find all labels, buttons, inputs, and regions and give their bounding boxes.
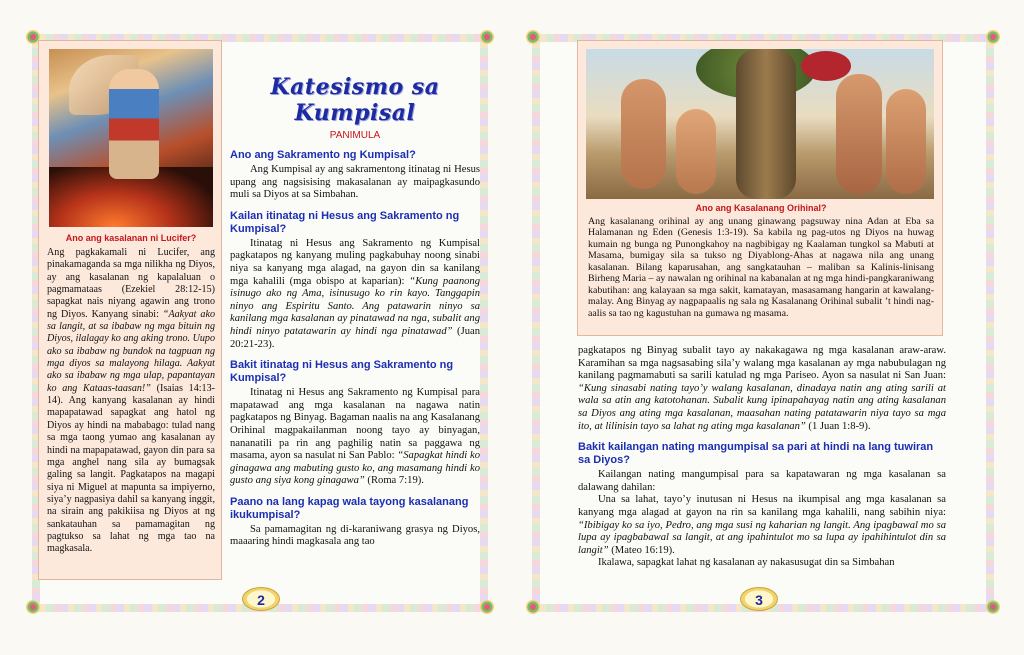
answer-paragraph xyxy=(230,238,480,351)
border-right xyxy=(480,34,488,612)
answer-paragraph: Sa pamamagitan ng di-karaniwang grasya ng Diyos, maaaring hindi magkasala ang tao xyxy=(230,523,480,548)
corner-flower-icon xyxy=(986,600,1000,614)
scripture-quote: “Sapagkat hindi ko ginagawa ang mabuting gusto ko, ang masamang hindi ko gusto ang siya kong ginagawa” xyxy=(230,450,480,487)
question-heading: Bakit kailangan nating mangumpisal sa pari at hindi na lang tuwiran sa Diyos? xyxy=(578,441,934,467)
adam-eve-painting xyxy=(586,49,934,199)
figure-eve xyxy=(676,109,716,194)
saint-michael-painting xyxy=(49,49,213,227)
sidebar-text-2: (Isaias 14:13-14). Ang kanyang kasalanan ay hindi mapapatawad sapagkat ang hatol ng Diyos ay hindi na mababago: tulad nang sa mga taong yumao ang kasalanan ay hindi na mapapatawad, gayon din para sa mga anghel nang sila ay bumagsak galing sa langit. Pagkatapos na magapi siya ni Miguel at mapunta sa impiyerno, siya’y nagpasiya dahil sa kanyang inggit, na sirain ang pakikiisa ng Diyos at ng sankatauhan sa pamamagitan ng pagtukso sa lahat ng mga tao na magkasala. xyxy=(47,382,216,555)
answer-paragraph xyxy=(578,494,946,557)
question-heading: Bakit itinatag ni Hesus ang Sakramento ng Kumpisal? xyxy=(230,359,454,385)
page-number: 3 xyxy=(740,587,778,611)
answer-paragraph: Ang Kumpisal ay ang sakramentong itinatag ni Hesus upang ang nagsisising makasalanan ay maipagkasundo muli sa Diyos at sa Simbahan. xyxy=(230,164,480,201)
figure-adam xyxy=(621,79,666,189)
archangel-figure xyxy=(109,69,159,179)
corner-flower-icon xyxy=(480,30,494,44)
section-subtitle: PANIMULA xyxy=(329,130,381,141)
answer-text: Itinatag ni Hesus ang Sakramento ng Kumpisal pagkatapos ng kanyang muling pagkabuhay noong sinabi niya sa kanyang mga alagad, na gayon din sa kanilang mga kahalili (mga obispo at kaparian): xyxy=(230,237,480,287)
page-title: Katesismo sa Kumpisal xyxy=(270,74,440,126)
border-right xyxy=(986,34,994,612)
question-heading: Ano ang Sakramento ng Kumpisal? xyxy=(230,149,416,161)
sidebar-caption: Ano ang kasalanan ni Lucifer? xyxy=(65,233,197,243)
corner-flower-icon xyxy=(986,30,1000,44)
answer-text: Una sa lahat, tayo’y inutusan ni Hesus na ikumpisal ang mga kasalanan sa kanyang mga alagad at gayon na rin sa kanilang mga kahalili, nang sabihin niya: xyxy=(578,494,946,518)
question-heading: Paano na lang kapag wala tayong kasalanang ikukumpisal? xyxy=(230,495,469,521)
question-heading: Kailan itinatag ni Hesus ang Sakramento ng Kumpisal? xyxy=(230,209,460,235)
box-body: Ang kasalanang orihinal ay ang unang ginawang pagsuway nina Adan at Eba sa Halamanan ng Eden (Genesis 1:3-19). Sa kabila ng pag-utos ng Diyos na huwag kumain ng bunga ng Punongkahoy na nagbibigay ng Kaalaman tungkol sa Mabuti at Masama, bumigay sila sa tukso ng Diyablong-Ahas at nagawa nila ang unang kasalanan. Bilang kaparusahan, ang sangkatauhan – maliban sa Kalinis-linisang Birheng Maria – ay nawalan ng orihinal na kabanalan at ng mga hindi-pangkaraniwang kabutihan: ang kalayaan sa mga sakit, kamatayan, masasamang hangarin at kawalang-malay. Ang Binyag ay nagpapaalis ng sala ng Kasalanang Orihinal subalit ’t hindi nag-aalis sa tao ng kagustuhan na gumawa ng masama. xyxy=(588,216,934,319)
scripture-reference: (1 Juan 1:8-9). xyxy=(805,420,871,432)
answer-paragraph: Kailangan nating mangumpisal para sa kapatawaran ng mga kasalanan sa dalawang dahilan: xyxy=(578,469,946,493)
sidebar-body xyxy=(47,247,215,556)
scripture-quote: “Kung paanong isinugo ako ng Ama, isinusugo ko rin kayo. Tanggapin ninyo ang Espiritu Santo. Ang patawarin ninyo sa kanilang mga kasalanan ay pinatawad na nga, subalit ang hindi ninyo patatawarin ay hindi nga pinatawad” xyxy=(230,275,481,337)
right-main-column xyxy=(578,345,946,570)
border-left xyxy=(532,34,540,612)
angel-figure xyxy=(801,51,851,81)
left-main-column xyxy=(230,52,480,549)
answer-text: pagkatapos ng Binyag subalit tayo ay nakakagawa ng mga kasalanan araw-araw. Karamihan sa mga nagsasabing sila’y walang mga kasalanan ay mga nabubulagan ng kanilang pagmamabuti sa sarili katulad ng mga Pariseo. Ayon sa nasulat ni San Juan: xyxy=(578,345,946,382)
box-caption: Ano ang Kasalanang Orihinal? xyxy=(695,203,827,213)
figure-expelled-adam xyxy=(836,74,882,194)
scripture-quote: “Kung sinasabi nating tayo’y walang kasalanan, dinadaya natin ang ating sarili at wala sa atin ang katotohanan. Subalit kung ipinapahayag natin ang ating kasalanan sa Diyos ang ating mga kasalanan, maasahan nating patatawarin niya tayo sa mga ito, at lilinisin tayo sa lahat ng ating mga kasalanan” xyxy=(578,382,946,432)
answer-text: Itinatag ni Hesus ang Sakramento ng Kumpisal para mapatawad ang mga kasalanan na nagawa natin pagkatapos ng Binyag. Bagaman naalis na ang Kasalanang Orihinal magpakailanman noong tayo ay binyagan, nananatili pa rin ang paghilig natin sa paggawa ng masama, ayon sa nasulat ni San Pablo: xyxy=(230,387,480,462)
original-sin-box xyxy=(577,40,943,336)
corner-flower-icon xyxy=(526,30,540,44)
corner-flower-icon xyxy=(480,600,494,614)
scripture-quote: “Ibibigay ko sa iyo, Pedro, ang mga susi ng kaharian ng langit. Ang ipagbawal mo sa lupa ay ipagbabawal sa langit, at ang ipahintulot mo sa lupa ay ipahihintulot din sa langit” xyxy=(578,519,946,556)
sidebar-quote: “Aakyat ako sa langit, at sa ibabaw ng mga bituin ng Diyos, ilalagay ko ang aking trono. Uupo ako sa ibabaw ng bundok na tagpuan ng mga diyos sa malayong hilaga. Aakyat ako sa ibabaw ng mga ulap, papantayan ko ang Kataas-taasan!” xyxy=(47,308,215,394)
answer-paragraph xyxy=(578,345,946,433)
corner-flower-icon xyxy=(526,600,540,614)
tree-trunk xyxy=(736,49,796,199)
scripture-reference: (Mateo 16:19). xyxy=(608,544,675,556)
answer-paragraph: Ikalawa, sapagkat lahat ng kasalanan ay nakasusugat din sa Simbahan xyxy=(598,557,895,569)
page-number: 2 xyxy=(242,587,280,611)
sidebar-text-1: Ang pagkakamali ni Lucifer, ang pinakamaganda sa mga nilikha ng Diyos, ay ang kasalanan ng kapalaluan o pagmamataas (Ezekiel 28:12-15) sapagkat nais niyang agawin ang trono ng Diyos. Kanyang sinabi: xyxy=(47,247,215,320)
answer-paragraph xyxy=(230,387,480,488)
figure-expelled-eve xyxy=(886,89,926,194)
scripture-reference: (Roma 7:19). xyxy=(364,475,424,487)
lucifer-sidebar xyxy=(38,40,222,580)
scripture-reference: (Juan 20:21-23). xyxy=(230,325,480,350)
corner-flower-icon xyxy=(26,600,40,614)
